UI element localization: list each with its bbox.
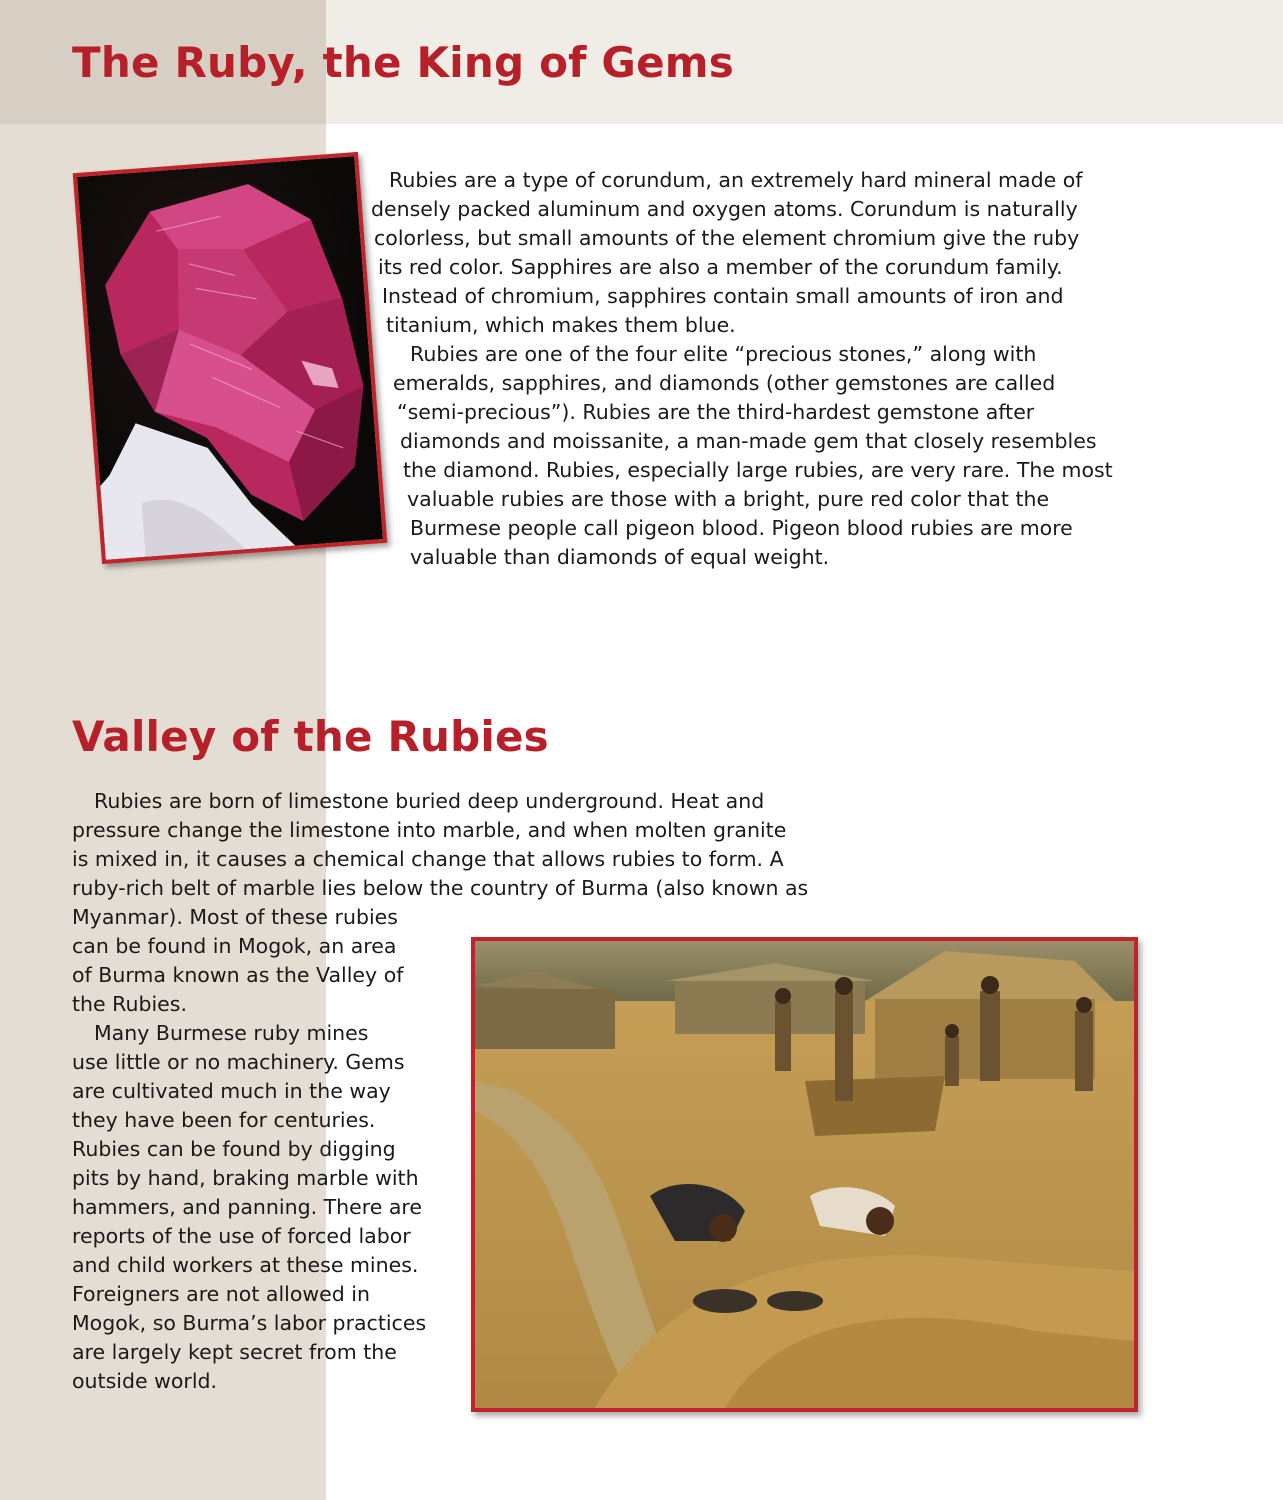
valley-line-1: Rubies are born of limestone buried deep underground. Heat and bbox=[94, 789, 765, 813]
intro-line-9: “semi-precious”). Rubies are the third-hardest gemstone after bbox=[397, 400, 1035, 424]
intro-line-12: valuable rubies are those with a bright, pure red color that the bbox=[407, 487, 1050, 511]
valley-line-16: reports of the use of forced labor bbox=[72, 1224, 411, 1248]
intro-line-7: Rubies are one of the four elite “precious stones,” along with bbox=[410, 342, 1037, 366]
page-title: The Ruby, the King of Gems bbox=[72, 38, 734, 87]
intro-line-3: colorless, but small amounts of the element chromium give the ruby bbox=[374, 226, 1080, 250]
ruby-crystal-photo bbox=[73, 152, 388, 564]
valley-line-7: of Burma known as the Valley of bbox=[72, 963, 404, 987]
valley-line-15: hammers, and panning. There are bbox=[72, 1195, 423, 1219]
valley-line-11: are cultivated much in the way bbox=[72, 1079, 391, 1103]
valley-line-8: the Rubies. bbox=[72, 992, 187, 1016]
valley-line-17: and child workers at these mines. bbox=[72, 1253, 419, 1277]
valley-line-12: they have been for centuries. bbox=[72, 1108, 376, 1132]
valley-line-13: Rubies can be found by digging bbox=[72, 1137, 396, 1161]
valley-line-10: use little or no machinery. Gems bbox=[72, 1050, 405, 1074]
section-title: Valley of the Rubies bbox=[72, 712, 549, 761]
valley-line-20: are largely kept secret from the bbox=[72, 1340, 397, 1364]
valley-line-5: Myanmar). Most of these rubies bbox=[72, 905, 398, 929]
valley-line-18: Foreigners are not allowed in bbox=[72, 1282, 370, 1306]
valley-line-4: ruby-rich belt of marble lies below the country of Burma (also known as bbox=[72, 876, 809, 900]
valley-line-9: Many Burmese ruby mines bbox=[94, 1021, 369, 1045]
intro-line-10: diamonds and moissanite, a man-made gem that closely resembles bbox=[400, 429, 1097, 453]
valley-line-21: outside world. bbox=[72, 1369, 218, 1393]
intro-line-5: Instead of chromium, sapphires contain small amounts of iron and bbox=[382, 284, 1064, 308]
intro-line-8: emeralds, sapphires, and diamonds (other gemstones are called bbox=[393, 371, 1056, 395]
intro-line-13: Burmese people call pigeon blood. Pigeon blood rubies are more bbox=[410, 516, 1073, 540]
ruby-mine-photo bbox=[471, 937, 1138, 1412]
intro-line-14: valuable than diamonds of equal weight. bbox=[410, 545, 830, 569]
valley-line-14: pits by hand, braking marble with bbox=[72, 1166, 419, 1190]
intro-line-11: the diamond. Rubies, especially large rubies, are very rare. The most bbox=[403, 458, 1113, 482]
valley-line-3: is mixed in, it causes a chemical change that allows rubies to form. A bbox=[72, 847, 784, 871]
intro-line-6: titanium, which makes them blue. bbox=[386, 313, 736, 337]
valley-line-6: can be found in Mogok, an area bbox=[72, 934, 397, 958]
valley-line-2: pressure change the limestone into marble, and when molten granite bbox=[72, 818, 787, 842]
intro-line-2: densely packed aluminum and oxygen atoms. Corundum is naturally bbox=[371, 197, 1078, 221]
intro-line-4: its red color. Sapphires are also a member of the corundum family. bbox=[378, 255, 1063, 279]
valley-line-19: Mogok, so Burma’s labor practices bbox=[72, 1311, 427, 1335]
intro-line-1: Rubies are a type of corundum, an extremely hard mineral made of bbox=[389, 168, 1083, 192]
